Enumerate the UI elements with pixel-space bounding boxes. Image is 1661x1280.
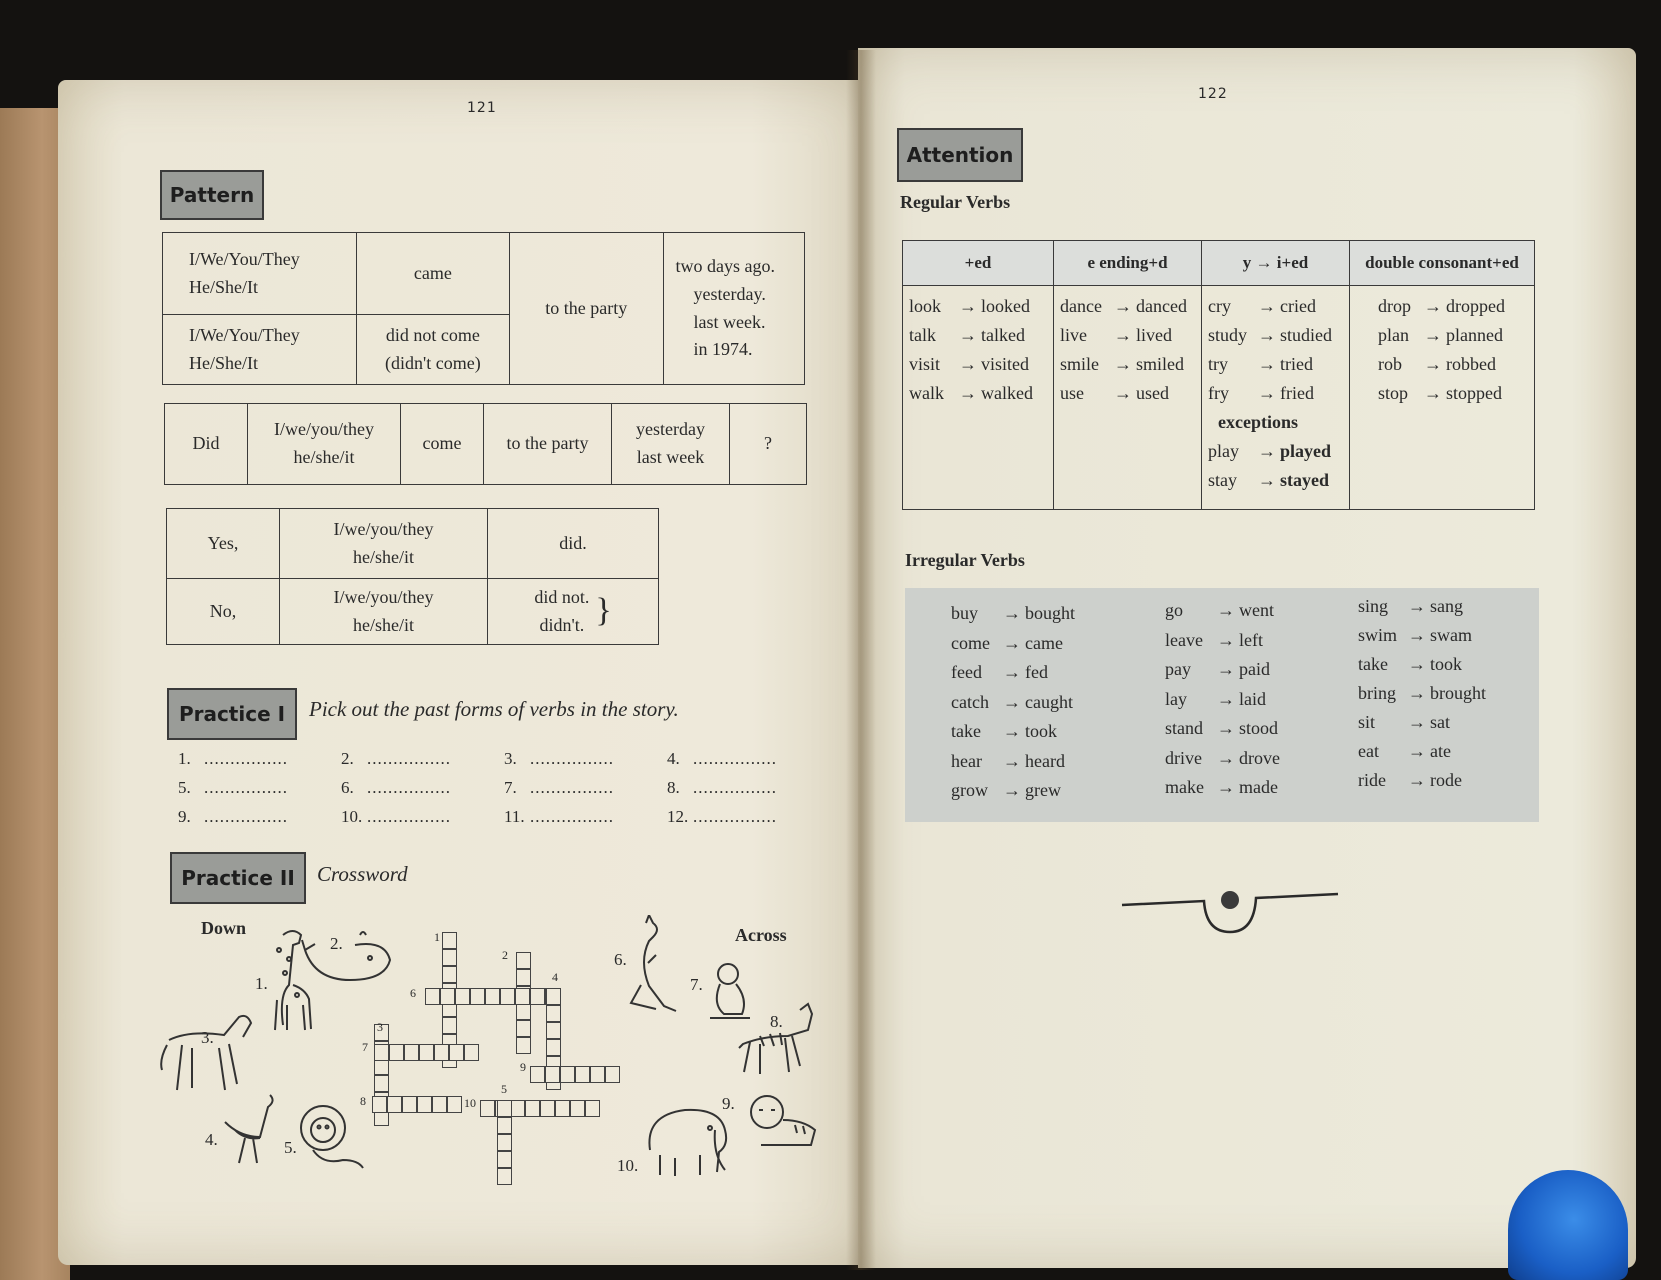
crossword-cell [485,988,500,1005]
verb-pair: smile → smiled [1060,354,1184,374]
verb-pair: ride → rode [1358,770,1462,790]
crossword-cell [516,952,531,969]
clue-number: 2. [330,934,343,953]
crossword-cell [540,1100,555,1117]
verb-pair: use → used [1060,383,1169,403]
crossword-cell [447,1096,462,1113]
verb-pair: bring → brought [1358,683,1486,703]
verb-pair: try → tried [1208,354,1313,374]
crossword-cell [497,1117,512,1134]
verb-pair: grow → grew [951,780,1061,800]
crossword-cell [605,1066,620,1083]
practice-2-title: Crossword [317,862,408,886]
crossword-number: 6 [410,986,416,1000]
verb-pair: stand → stood [1165,718,1279,738]
crossword-cell [402,1096,417,1113]
verb-pair: fry → fried [1208,383,1314,403]
page-number-left: 121 [467,100,497,116]
irregular-column-3 [1358,596,1486,799]
time-cell: yesterday last week [612,404,730,485]
crossword-number: 7 [362,1040,368,1054]
crossword-cell [555,1100,570,1117]
regular-verbs-title: Regular Verbs [900,192,1011,212]
verb-pair: leave → left [1165,629,1263,650]
place-cell: to the party [510,233,663,385]
crossword-cell [389,1044,404,1061]
verb-pair: sit → sat [1358,712,1450,732]
verb-pair: look → looked [909,296,1030,316]
subject-cell: I/We/You/They He/She/It [163,233,357,315]
verb-pair: stop → stopped [1378,383,1502,403]
pattern-table-answers [166,508,659,645]
crossword-cell [516,1020,531,1037]
ed-column [903,286,1054,510]
yes-cell: Yes, [167,509,280,579]
crossword-cell [515,988,530,1005]
book-gutter [846,50,876,1270]
crossword-cell [570,1100,585,1117]
crossword-cell [546,988,561,1005]
blue-object [1508,1170,1628,1280]
crossword-cell [545,1066,560,1083]
kangaroo-drawing [626,915,686,1015]
verb-pair: drive → drove [1165,747,1280,768]
double-consonant-column [1350,286,1535,510]
crossword-cell [546,1005,561,1022]
crossword-cell [455,988,470,1005]
verb-pair: visit → visited [909,354,1029,374]
crossword-cell [516,1003,531,1020]
exceptions-label: exceptions [1218,412,1298,432]
verb-pair: hear → heard [951,750,1065,771]
crossword-cell [480,1100,495,1117]
did-not-cell: did not. didn't. } [488,579,659,645]
pattern-table-affirmative [162,232,805,385]
page-number-right: 122 [1198,86,1228,102]
down-label: Down [201,918,247,938]
practice-1-blanks: 1. ................ 2. ................ 3. ................ 4. ................ 5. ................ 6. ................ 7. ................ 8. ................ 9. ................ 10. ................ 11. ................ 12. ................ [178,748,777,826]
crossword-cell [530,1066,545,1083]
verb-pair: cry → cried [1208,296,1316,316]
practice-2-label: Practice II [170,852,306,904]
clue-number: 6. [614,950,627,969]
subject-cell: I/We/You/They He/She/It [163,315,357,385]
crossword-cell [464,1044,479,1061]
verb-pair: walk → walked [909,383,1033,403]
verb-pair: make → made [1165,777,1278,797]
verb-pair: live → lived [1060,325,1172,345]
verb-pair: swim → swam [1358,625,1472,645]
crossword-cell [417,1096,432,1113]
crossword-cell [442,932,457,949]
crossword-cell [470,988,485,1005]
verb-pair: talk → talked [909,325,1025,345]
tiger-drawing [745,1090,820,1150]
crossword-cell [590,1066,605,1083]
clue-number: 1. [255,974,268,993]
crossword-number: 5 [501,1082,507,1096]
time-cell: two days ago. yesterday. last week. in 1974. [663,233,804,385]
clue-number: 7. [690,975,703,994]
irregular-column-1 [951,603,1075,810]
crossword-number: 9 [520,1060,526,1074]
header-y-to-i: y → i+ed [1202,241,1350,286]
practice-1-instruction: Pick out the past forms of verbs in the story. [309,697,679,721]
verb-pair: come → came [951,632,1063,653]
place-cell: to the party [484,404,612,485]
attention-label: Attention [897,128,1023,182]
e-ending-column [1054,286,1202,510]
verb-pair: feed → fed [951,662,1048,682]
subject-cell: I/we/you/they he/she/it [280,579,488,645]
crossword-number: 1 [434,930,440,944]
no-cell: No, [167,579,280,645]
crossword-cell [442,1017,457,1034]
crossword-cell [500,988,515,1005]
crossword-number: 10 [464,1096,476,1110]
verb-pair: play → played [1208,441,1332,461]
elephant-drawing [640,1100,730,1180]
did-cell: Did [165,404,248,485]
crossword-number: 4 [552,970,558,984]
verb-pair: eat → ate [1358,741,1451,761]
header-double-consonant: double consonant+ed [1350,241,1535,286]
negative-verb-cell: did not come (didn't come) [356,315,509,385]
crossword-cell [442,949,457,966]
verb-pair: sing → sang [1358,596,1463,616]
verb-pair: rob → robbed [1378,354,1496,374]
crossword-number: 3 [377,1020,383,1034]
crossword-cell [387,1096,402,1113]
crossword-cell [374,1075,389,1092]
crossword-cell [516,969,531,986]
crossword-cell [585,1100,600,1117]
crossword-cell [442,966,457,983]
verb-cell: come [401,404,484,485]
verb-pair: study → studied [1208,325,1332,345]
clue-number: 5. [284,1138,297,1157]
crossword-cell [510,1100,525,1117]
crossword-cell [432,1096,447,1113]
verb-pair: drop → dropped [1378,296,1505,316]
crossword-cell [497,1151,512,1168]
ornament-divider [1118,870,1343,940]
crossword-cell [425,988,440,1005]
verb-pair: stay → stayed [1208,470,1329,490]
horse-drawing [157,1010,267,1095]
crossword-number: 2 [502,948,508,962]
clue-number: 4. [205,1130,218,1149]
verb-pair: catch → caught [951,691,1073,712]
crossword-cell [546,1039,561,1056]
header-ed: +ed [903,241,1054,286]
crossword-cell [449,1044,464,1061]
crossword-cell [497,1100,512,1117]
crossword-cell [404,1044,419,1061]
pattern-label: Pattern [160,170,264,220]
crossword-number: 8 [360,1094,366,1108]
clue-number: 3. [201,1028,214,1047]
clue-number: 8. [770,1012,783,1031]
irregular-verbs-box [905,588,1539,822]
crossword-cell [497,1134,512,1151]
crossword-cell [440,988,455,1005]
crossword-cell [575,1066,590,1083]
subject-cell: I/we/you/they he/she/it [248,404,401,485]
subject-cell: I/we/you/they he/she/it [280,509,488,579]
header-e-ending: e ending+d [1054,241,1202,286]
crossword-cell [516,1037,531,1054]
y-to-i-column [1202,286,1350,510]
irregular-column-2 [1165,600,1280,807]
verb-pair: dance → danced [1060,296,1187,316]
across-label: Across [735,925,787,945]
crossword-cell [419,1044,434,1061]
verb-pair: lay → laid [1165,688,1266,709]
whale-drawing [300,930,395,990]
question-mark-cell: ? [730,404,807,485]
crossword-cell [525,1100,540,1117]
verb-pair: pay → paid [1165,659,1270,679]
lion-drawing [293,1100,368,1170]
verb-pair: take → took [1358,654,1463,674]
verb-pair: buy → bought [951,603,1076,623]
verb-cell: came [356,233,509,315]
did-cell: did. [488,509,659,579]
verb-pair: plan → planned [1378,325,1503,345]
verb-pair: go → went [1165,600,1274,620]
crossword-cell [560,1066,575,1083]
crossword-cell [374,1044,389,1061]
pattern-table-question [164,403,807,485]
crossword-cell [530,988,545,1005]
crossword-cell [546,1022,561,1039]
clue-number: 10. [617,1156,639,1175]
crossword-cell [497,1168,512,1185]
practice-1-label: Practice I [167,688,297,740]
ostrich-drawing [215,1090,285,1170]
regular-verbs-table [902,240,1535,510]
crossword-cell [434,1044,449,1061]
zebra-drawing [730,1000,820,1080]
clue-number: 9. [722,1094,735,1113]
verb-pair: take → took [951,721,1058,741]
crossword-cell [372,1096,387,1113]
irregular-verbs-title: Irregular Verbs [905,550,1025,570]
